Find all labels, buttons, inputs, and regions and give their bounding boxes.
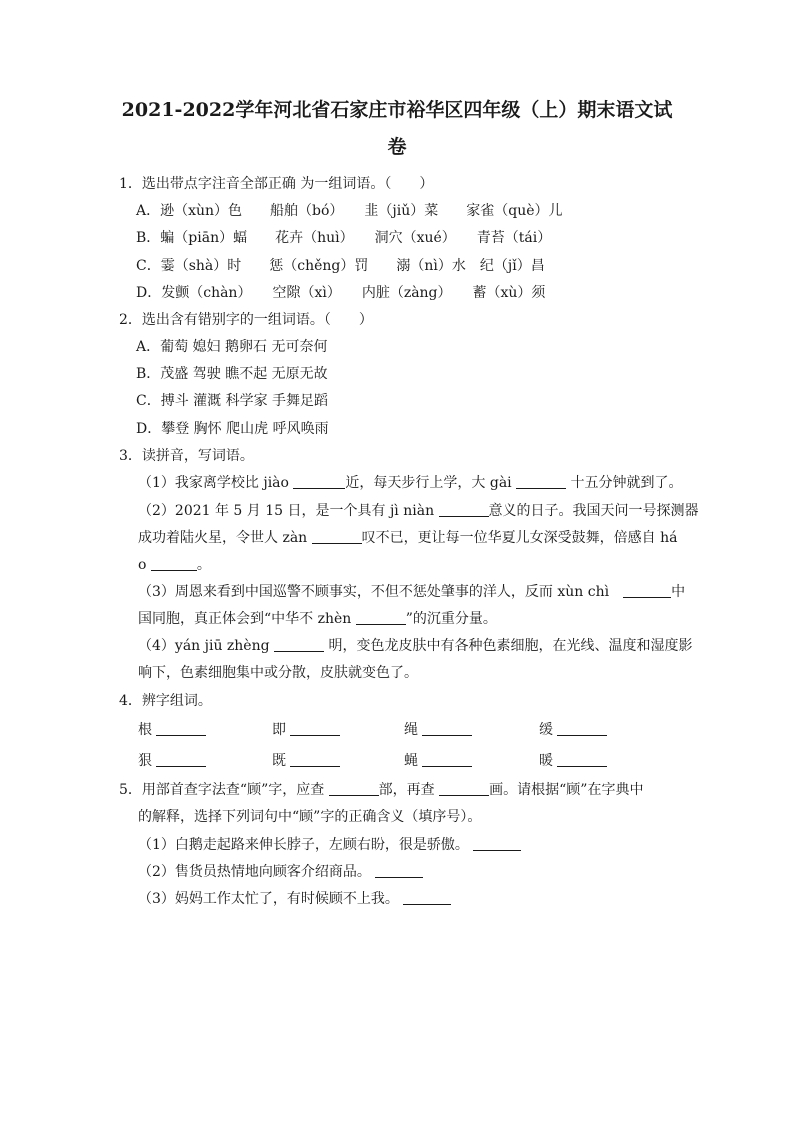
answer-blank[interactable] — [312, 531, 362, 544]
text: 叹不已，更让每一位华夏儿女深受鼓舞，倍感自 há — [361, 530, 678, 546]
question-3-sub-3-cont — [138, 611, 497, 627]
character: 暖 — [539, 753, 553, 769]
answer-blank[interactable] — [403, 892, 451, 905]
question-3-sub-4 — [138, 638, 692, 654]
question-1-option-a: A．逊（xùn）色 船舶（bó） 韭（jiǔ）菜 家雀（què）儿 — [136, 203, 563, 219]
text: （1）我家离学校比 jiào — [138, 475, 294, 491]
question-4-stem: 4．辨字组词。 — [119, 693, 212, 709]
text: （3）周恩来看到中国巡警不顾事实，不但不惩处肇事的洋人，反而 xùn chì — [138, 584, 624, 600]
question-3-sub-4-cont: 响下，色素细胞集中或分散，皮肤就变色了。 — [138, 665, 418, 681]
question-3-sub-2 — [138, 503, 699, 519]
question-3-sub-1 — [138, 475, 683, 491]
answer-blank[interactable] — [151, 558, 197, 571]
answer-blank[interactable] — [422, 754, 472, 767]
word-cell — [404, 753, 472, 769]
answer-blank[interactable] — [290, 754, 340, 767]
answer-blank[interactable] — [473, 838, 521, 851]
question-2-option-d: D．攀登 胸怀 爬山虎 呼风唤雨 — [136, 421, 329, 437]
character: 根 — [138, 722, 152, 738]
question-5-sub-2 — [138, 864, 423, 880]
answer-blank[interactable] — [439, 783, 489, 796]
question-1-option-d: D．发颤（chàn） 空隙（xì） 内脏（zàng） 蓄（xù）须 — [136, 285, 546, 301]
character: 蝇 — [404, 753, 418, 769]
question-2-option-c: C．搏斗 灌溉 科学家 手舞足蹈 — [136, 393, 329, 409]
word-cell — [138, 753, 206, 769]
question-2-option-b: B．茂盛 驾驶 瞧不起 无原无故 — [136, 366, 328, 382]
question-3-sub-2-end — [138, 557, 211, 573]
answer-blank[interactable] — [623, 585, 671, 598]
word-cell — [404, 722, 472, 738]
question-3-sub-3 — [138, 584, 685, 600]
text: （2）2021 年 5 月 15 日，是一个具有 jì niàn — [138, 503, 439, 519]
word-cell — [272, 722, 340, 738]
character: 绳 — [404, 722, 418, 738]
question-5-sub-1 — [138, 837, 521, 853]
question-3-sub-2-cont — [138, 530, 677, 546]
text: （1）白鹅走起路来伸长脖子，左顾右盼，很是骄傲。 — [138, 837, 474, 853]
answer-blank[interactable] — [422, 723, 472, 736]
question-2-stem: 2．选出含有错别字的一组词语。（ ） — [119, 312, 373, 328]
question-5-stem-cont: 的解释，选择下列词句中“顾”字的正确含义（填序号）。 — [138, 809, 482, 825]
answer-blank[interactable] — [439, 504, 489, 517]
character: 缓 — [539, 722, 553, 738]
question-3-stem: 3．读拼音，写词语。 — [119, 448, 254, 464]
question-1-stem: 1．选出带点字注音全部正确 为一组词语。（ ） — [119, 176, 434, 192]
character: 狠 — [138, 753, 152, 769]
text: 近，每天步行上学，大 gài — [345, 475, 517, 491]
text: 。 — [196, 557, 211, 573]
answer-blank[interactable] — [274, 639, 324, 652]
question-5-stem — [119, 782, 643, 798]
question-1-option-b: B．蝙（piān）蝠 花卉（huì） 洞穴（xué） 青苔（tái） — [136, 230, 552, 246]
answer-blank[interactable] — [557, 754, 607, 767]
answer-blank[interactable] — [156, 754, 206, 767]
answer-blank[interactable] — [156, 723, 206, 736]
answer-blank[interactable] — [516, 476, 566, 489]
text: 画。请根据“顾”在字典中 — [489, 782, 644, 798]
text: （2）售货员热情地向顾客介绍商品。 — [138, 864, 376, 880]
answer-blank[interactable] — [375, 865, 423, 878]
word-cell — [138, 722, 206, 738]
text: ”的沉重分量。 — [405, 611, 497, 627]
answer-blank[interactable] — [356, 612, 406, 625]
character: 既 — [272, 753, 286, 769]
text: 成功着陆火星，令世人 zàn — [138, 530, 312, 546]
character: 即 — [272, 722, 286, 738]
text: o — [138, 557, 151, 573]
text: （3）妈妈工作太忙了，有时候顾不上我。 — [138, 891, 404, 907]
text: 意义的日子。我国天问一号探测器 — [488, 503, 699, 519]
answer-blank[interactable] — [557, 723, 607, 736]
word-cell — [539, 722, 607, 738]
text: 中 — [671, 584, 686, 600]
text: 明，变色龙皮肤中有各种色素细胞，在光线、温度和湿度影 — [324, 638, 693, 654]
answer-blank[interactable] — [290, 723, 340, 736]
answer-blank[interactable] — [293, 476, 345, 489]
text: 5．用部首查字法查“顾”字，应查 — [119, 782, 329, 798]
question-2-option-a: A．葡萄 媳妇 鹅卵石 无可奈何 — [136, 339, 328, 355]
answer-blank[interactable] — [329, 783, 379, 796]
text: 部，再查 — [378, 782, 440, 798]
page-title: 2021-2022学年河北省石家庄市裕华区四年级（上）期末语文试 — [121, 99, 673, 121]
text: 十五分钟就到了。 — [566, 475, 683, 491]
word-cell — [539, 753, 607, 769]
word-cell — [272, 753, 340, 769]
text: 国同胞，真正体会到“中华不 zhèn — [138, 611, 356, 627]
question-1-option-c: C．霎（shà）时 惩（chěng）罚 溺（nì）水 纪（jǐ）昌 — [136, 258, 545, 274]
page-title-continued: 卷 — [387, 136, 407, 158]
question-5-sub-3 — [138, 891, 451, 907]
text: （4）yán jiū zhèng — [138, 638, 275, 654]
